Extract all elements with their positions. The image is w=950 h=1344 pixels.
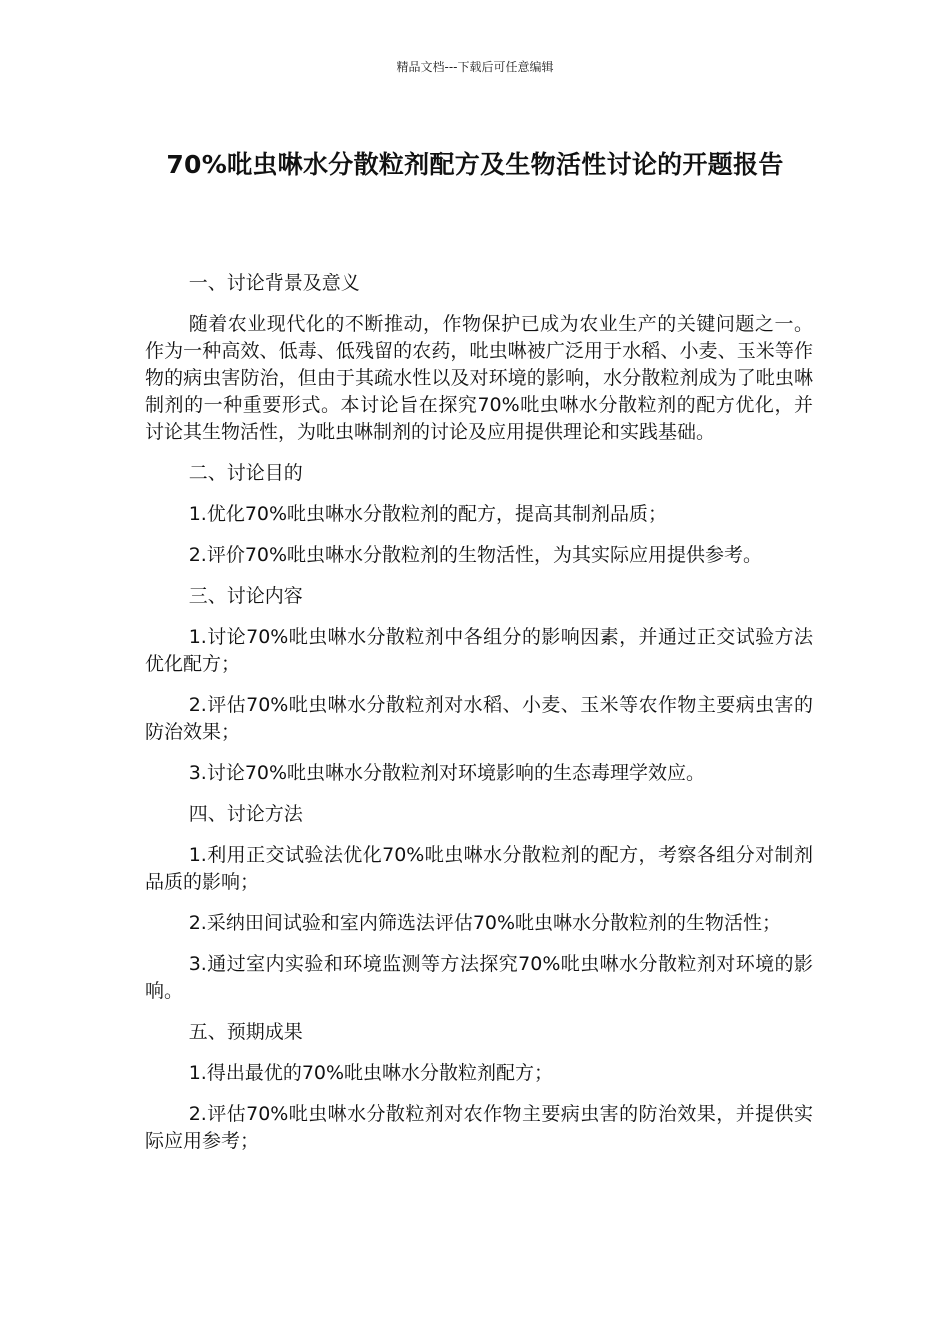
section-paragraph: 2.采纳田间试验和室内筛选法评估70%吡虫啉水分散粒剂的生物活性； <box>188 912 782 934</box>
section-paragraph: 2.评估70%吡虫啉水分散粒剂对水稻、小麦、玉米等农作物主要病虫害的防治效果； <box>145 694 813 743</box>
section-heading: 二、讨论目的 <box>188 462 303 484</box>
section-paragraph: 3.讨论70%吡虫啉水分散粒剂对环境影响的生态毒理学效应。 <box>188 762 706 784</box>
section-paragraph: 随着农业现代化的不断推动，作物保护已成为农业生产的关键问题之一。作为一种高效、低毒、低残留的农药，吡虫啉被广泛用于水稻、小麦、玉米等作物的病虫害防治，但由于其疏水性以及对环境的影响，水分散粒剂成为了吡虫啉制剂的一种重要形式。本讨论旨在探究70%吡虫啉水分散粒剂的配方优化，并讨论其生物活性，为吡虫啉制剂的讨论及应用提供理论和实践基础。 <box>145 313 813 443</box>
section-paragraph: 3.通过室内实验和环境监测等方法探究70%吡虫啉水分散粒剂对环境的影响。 <box>145 953 813 1002</box>
section-paragraph: 1.讨论70%吡虫啉水分散粒剂中各组分的影响因素，并通过正交试验方法优化配方； <box>145 626 813 675</box>
document-title: 70%吡虫啉水分散粒剂配方及生物活性讨论的开题报告 <box>166 150 784 179</box>
section-heading: 五、预期成果 <box>188 1021 303 1043</box>
section-heading: 一、讨论背景及意义 <box>188 272 360 294</box>
section-heading: 三、讨论内容 <box>188 585 303 607</box>
section-paragraph: 1.得出最优的70%吡虫啉水分散粒剂配方； <box>188 1062 554 1084</box>
section-paragraph: 2.评价70%吡虫啉水分散粒剂的生物活性，为其实际应用提供参考。 <box>188 544 763 566</box>
header-note: 精品文档---下载后可任意编辑 <box>396 60 554 74</box>
section-paragraph: 1.优化70%吡虫啉水分散粒剂的配方，提高其制剂品质； <box>188 503 668 525</box>
section-paragraph: 1.利用正交试验法优化70%吡虫啉水分散粒剂的配方，考察各组分对制剂品质的影响； <box>145 844 813 893</box>
document-body <box>145 270 813 1169</box>
section-paragraph: 2.评估70%吡虫啉水分散粒剂对农作物主要病虫害的防治效果，并提供实际应用参考； <box>145 1103 813 1152</box>
section-heading: 四、讨论方法 <box>188 803 303 825</box>
